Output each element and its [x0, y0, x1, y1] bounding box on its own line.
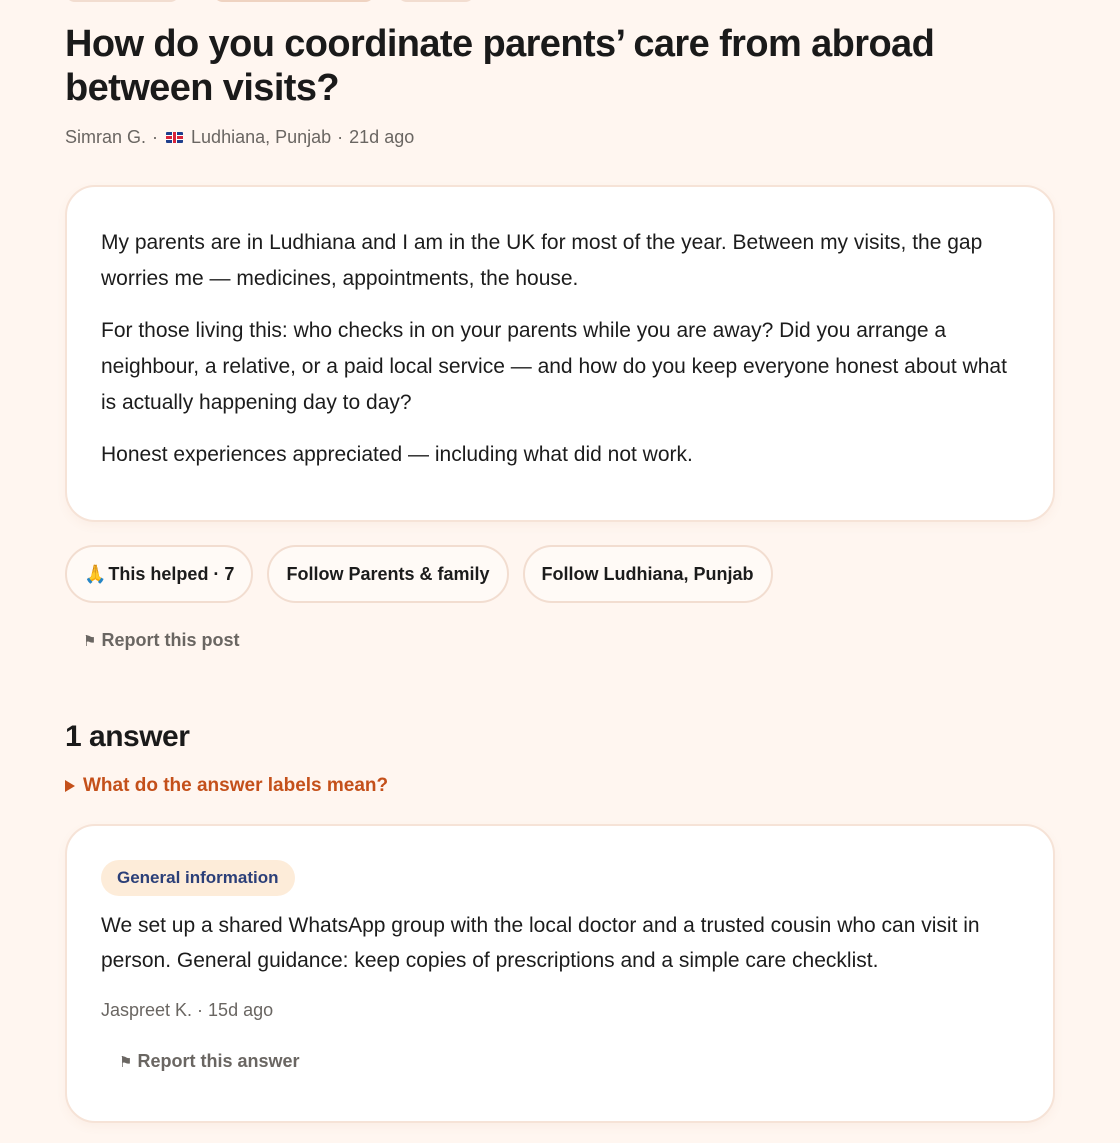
answer-label-badge: General information — [101, 860, 295, 896]
report-answer-label: Report this answer — [137, 1051, 300, 1071]
this-helped-label: This helped · 7 — [108, 563, 235, 584]
post-meta — [65, 127, 414, 148]
praying-hands-icon: 🙏 — [84, 563, 107, 584]
flag-icon: ⚑ — [83, 632, 97, 650]
uk-flag-icon — [166, 132, 183, 143]
post-age: 21d ago — [349, 127, 415, 147]
top-tab-1[interactable] — [65, 0, 180, 2]
follow-topic-button[interactable]: Follow Parents & family — [267, 545, 508, 603]
disclosure-triangle-icon — [65, 780, 75, 792]
answer-meta: Jaspreet K. · 15d ago — [101, 1000, 274, 1020]
report-post-label: Report this post — [101, 630, 240, 650]
answer-labels-toggle-label: What do the answer labels mean? — [83, 775, 389, 796]
post-body-card — [65, 185, 1055, 522]
meta-separator: · — [337, 127, 344, 147]
post-paragraph: For those living this: who checks in on your parents while you are away? Did you arrange a neighbour, a relative, or a paid local service — and how do you keep everyone honest about what is actually happening day to day? — [101, 319, 1007, 414]
post-actions — [65, 545, 773, 603]
post-paragraph: My parents are in Ludhiana and I am in the UK for most of the year. Between my visits, the gap worries me — medicines, appointments, the house. — [101, 231, 983, 290]
answer-text: We set up a shared WhatsApp group with the local doctor and a trusted cousin who can visit in person. General guidance: keep copies of prescriptions and a simple care checklist. — [101, 914, 980, 972]
post-author[interactable]: Simran G. — [65, 127, 147, 147]
follow-location-button[interactable]: Follow Ludhiana, Punjab — [523, 545, 773, 603]
report-post-link[interactable] — [83, 630, 239, 651]
answers-heading: 1 answer — [65, 720, 190, 753]
meta-separator: · — [152, 127, 159, 147]
top-tab-3[interactable] — [397, 0, 475, 2]
post-paragraph: Honest experiences appreciated — including what did not work. — [101, 443, 693, 466]
post-title: How do you coordinate parents’ care from abroad between visits? — [65, 23, 935, 109]
top-tab-2[interactable] — [213, 0, 375, 2]
answer-card — [65, 824, 1055, 1123]
post-location[interactable]: Ludhiana, Punjab — [191, 127, 332, 147]
answer-labels-toggle[interactable] — [65, 775, 388, 797]
this-helped-button[interactable] — [65, 545, 253, 603]
flag-icon: ⚑ — [119, 1053, 133, 1071]
report-answer-link[interactable] — [119, 1051, 1019, 1072]
